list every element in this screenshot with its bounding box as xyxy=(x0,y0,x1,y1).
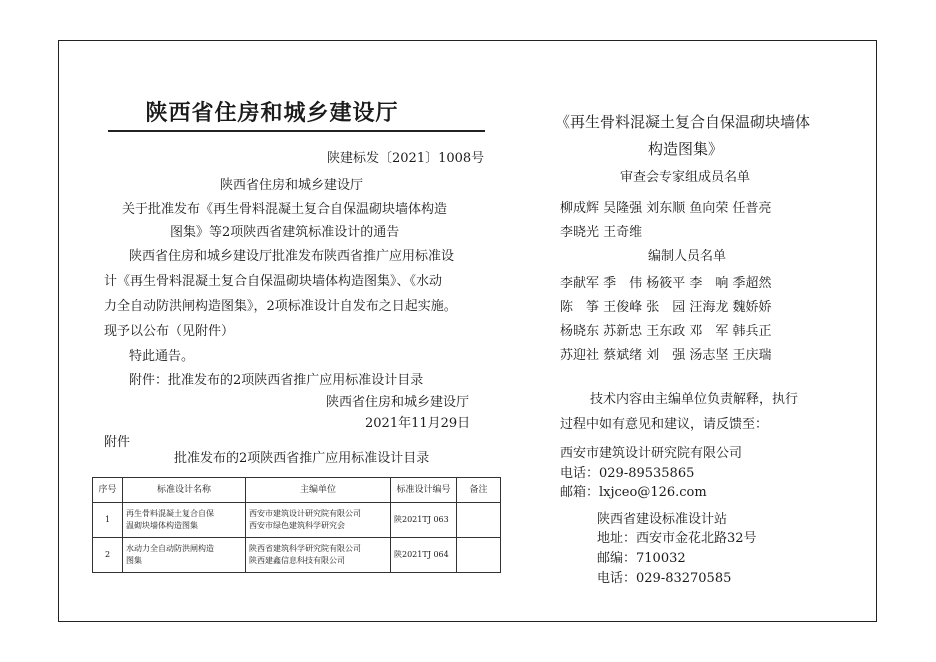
table-header-row xyxy=(93,478,501,503)
editor-heading: 编制人员名单 xyxy=(648,249,727,264)
document-number: 陕建标发〔2021〕1008号 xyxy=(327,151,485,166)
issue-date: 2021年11月29日 xyxy=(365,416,471,431)
header-rule xyxy=(108,130,485,132)
cell-unit xyxy=(246,538,391,573)
editor-names-line: 李献军 季 伟 杨筱平 李 响 季超然 xyxy=(560,276,772,291)
org1-name: 西安市建筑设计研究院有限公司 xyxy=(560,446,743,461)
cell-name-line: 图集 xyxy=(126,556,142,565)
col-header-code: 标准设计编号 xyxy=(391,478,457,503)
editor-names-line: 陈 筝 王俊峰 张 园 汪海龙 魏娇娇 xyxy=(560,300,772,315)
org2-name: 陕西省建设标准设计站 xyxy=(597,512,728,527)
tech-note-line-1: 技术内容由主编单位负责解释，执行 xyxy=(590,392,799,407)
editor-names-line: 苏迎社 蔡斌绪 刘 强 汤志坚 王庆瑞 xyxy=(560,348,772,363)
cell-unit xyxy=(246,503,391,538)
review-heading: 审查会专家组成员名单 xyxy=(620,170,751,185)
book-title-line-2: 构造图集》 xyxy=(648,140,724,158)
editor-names-line: 杨晓东 苏新忠 王东政 邓 军 韩兵正 xyxy=(560,324,772,339)
col-header-no: 序号 xyxy=(93,478,123,503)
body-line-2: 计《再生骨料混凝土复合自保温砌块墙体构造图集》、《水动 xyxy=(104,274,443,289)
cell-unit-line: 西安市建筑设计研究院有限公司 xyxy=(249,509,361,518)
header-title: 陕西省住房和城乡建设厅 xyxy=(145,100,399,126)
table-row xyxy=(93,538,501,573)
cell-unit-line: 陕西省建筑科学研究院有限公司 xyxy=(249,544,361,553)
review-names-line-2: 李晓光 王奇维 xyxy=(560,225,643,240)
issuer: 陕西省住房和城乡建设厅 xyxy=(220,178,364,193)
review-names-line-1: 柳成辉 吴隆强 刘东顺 鱼向荣 任普亮 xyxy=(560,201,772,216)
subject-line-1: 关于批准发布《再生骨料混凝土复合自保温砌块墙体构造 xyxy=(122,202,448,217)
org2-postcode: 邮编：710032 xyxy=(597,551,686,566)
cell-unit-line: 西安市绿色建筑科学研究会 xyxy=(249,521,345,530)
tech-note-line-2: 过程中如有意见和建议，请反馈至： xyxy=(560,417,769,432)
body-line-3: 力全自动防洪闸构造图集》，2项标准设计自发布之日起实施。 xyxy=(104,299,457,314)
attachment-note: 附件：批准发布的2项陕西省推广应用标准设计目录 xyxy=(129,373,424,388)
col-header-unit: 主编单位 xyxy=(246,478,391,503)
org2-phone: 电话：029-83270585 xyxy=(597,571,732,586)
org1-email: 邮箱：lxjceo@126.com xyxy=(560,485,707,500)
list-title: 批准发布的2项陕西省推广应用标准设计目录 xyxy=(174,451,430,466)
cell-unit-line: 陕西建鑫信息科技有限公司 xyxy=(249,556,345,565)
standards-table xyxy=(92,477,501,573)
org1-phone: 电话：029-89535865 xyxy=(560,466,695,481)
book-title-line-1: 《再生骨料混凝土复合自保温砌块墙体 xyxy=(555,113,811,131)
notice-text: 特此通告。 xyxy=(129,349,195,364)
cell-name-line: 水动力全自动防洪闸构造 xyxy=(126,544,214,553)
cell-remark xyxy=(457,503,501,538)
cell-name xyxy=(123,538,246,573)
cell-no: 1 xyxy=(93,503,123,538)
body-line-1: 陕西省住房和城乡建设厅批准发布陕西省推广应用标准设 xyxy=(129,249,455,264)
col-header-name: 标准设计名称 xyxy=(123,478,246,503)
cell-no: 2 xyxy=(93,538,123,573)
signature: 陕西省住房和城乡建设厅 xyxy=(326,395,470,410)
attachment-label: 附件 xyxy=(104,435,131,450)
cell-name-line: 温砌块墙体构造图集 xyxy=(126,521,198,530)
subject-line-2: 图集》等2项陕西省建筑标准设计的通告 xyxy=(170,225,400,240)
cell-name xyxy=(123,503,246,538)
col-header-remark: 备注 xyxy=(457,478,501,503)
cell-remark xyxy=(457,538,501,573)
cell-name-line: 再生骨料混凝土复合自保 xyxy=(126,509,214,518)
cell-code: 陕2021TJ 063 xyxy=(391,503,457,538)
org2-address: 地址：西安市金花北路32号 xyxy=(597,531,757,546)
cell-code: 陕2021TJ 064 xyxy=(391,538,457,573)
table-row xyxy=(93,503,501,538)
body-line-4: 现予以公布（见附件） xyxy=(104,324,235,339)
